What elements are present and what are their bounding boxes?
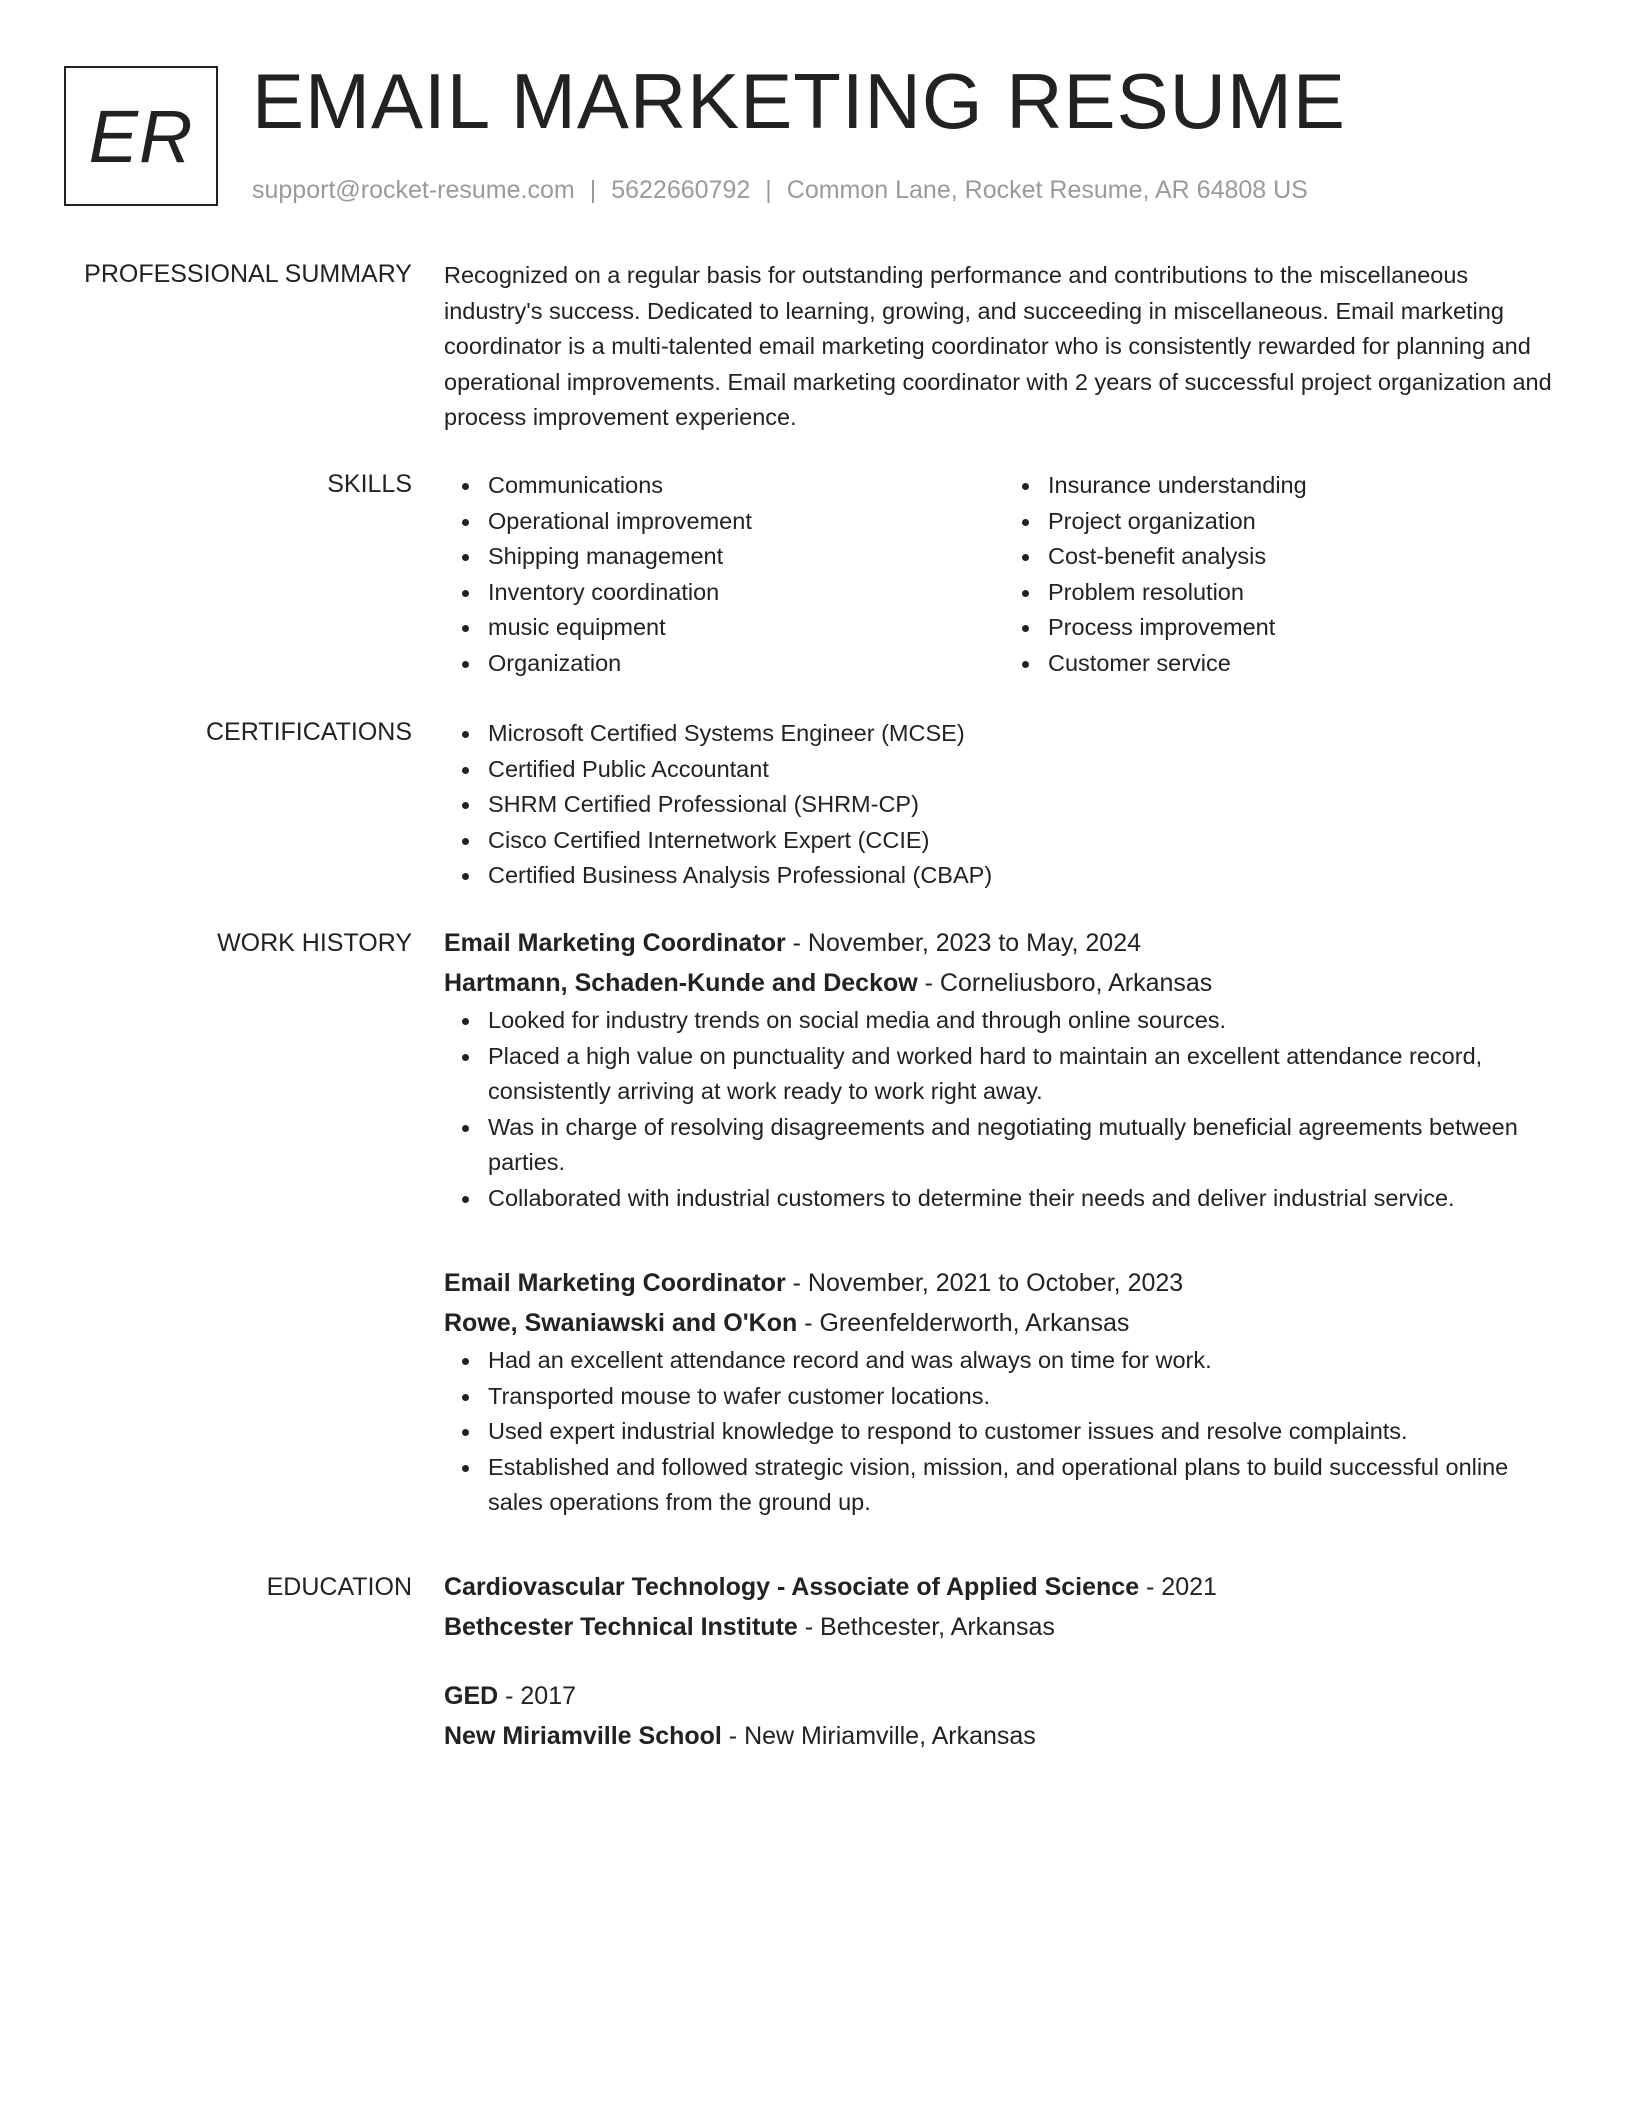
education-school-line [444,1716,1036,1756]
list-item: Cost-benefit analysis [1048,539,1564,575]
job-location: - Corneliusboro, Arkansas [917,969,1213,997]
job-company-line [444,963,1564,1003]
contact-email: support@rocket-resume.com [252,176,575,204]
list-item: Placed a high value on punctuality and worked hard to maintain an excellent attendance record, consistently arriving at work ready to work right away. [488,1039,1564,1110]
list-item: Certified Public Accountant [488,752,1564,788]
section-label-skills: SKILLS [327,470,412,498]
skills-body [444,468,1564,681]
certifications-list [444,716,1564,894]
monogram-logo: ER [64,66,218,206]
list-item: Shipping management [488,539,1004,575]
job-company-line [444,1303,1564,1343]
contact-address: Common Lane, Rocket Resume, AR 64808 US [786,176,1308,204]
resume-title: EMAIL MARKETING RESUME [252,57,1346,145]
list-item: Customer service [1048,646,1564,682]
education-degree-line [444,1567,1564,1607]
job-title-line [444,923,1564,963]
contact-separator: | [765,176,772,204]
summary-body [444,258,1564,436]
job-dates: - November, 2023 to May, 2024 [785,929,1142,957]
skills-grid [444,468,1564,681]
job-entry [444,923,1564,1216]
education-location: - Bethcester, Arkansas [797,1613,1055,1641]
education-school-line [444,1607,1564,1647]
list-item: Was in charge of resolving disagreements and negotiating mutually beneficial agreements between parties. [488,1110,1564,1181]
list-item: Process improvement [1048,610,1564,646]
job-bullets [444,1343,1564,1521]
list-item: Established and followed strategic vision, mission, and operational plans to build successful online sales operations from the ground up. [488,1450,1564,1521]
education-degree: GED [444,1682,499,1710]
education-school: Bethcester Technical Institute [444,1613,798,1641]
list-item: Collaborated with industrial customers to determine their needs and deliver industrial service. [488,1181,1564,1217]
contact-separator: | [589,176,597,204]
education-body [444,1567,1564,1750]
education-degree-line [444,1676,1036,1716]
education-year: - 2021 [1139,1573,1217,1601]
contact-phone: 5622660792 [611,176,751,204]
job-company: Hartmann, Schaden-Kunde and Deckow [444,969,918,997]
education-degree: Cardiovascular Technology - Associate of Applied Science [444,1573,1140,1601]
section-label-education: EDUCATION [266,1573,412,1601]
job-dates: - November, 2021 to October, 2023 [785,1269,1184,1297]
job-title-line [444,1263,1564,1303]
education-entry [444,1567,1564,1647]
job-title: Email Marketing Coordinator [444,1269,786,1297]
list-item: Microsoft Certified Systems Engineer (MCSE) [488,716,1564,752]
summary-text: Recognized on a regular basis for outstanding performance and contributions to the miscellaneous industry's success. Dedicated to learning, growing, and succeeding in miscellaneous. Email marketing coordinator is a multi-talented email marketing coordinator who is consistently rewarded for planning and operational improvements. Email marketing coordinator with 2 years of successful project organization and process improvement experience. [444,262,1552,430]
list-item: music equipment [488,610,1004,646]
job-entry [444,1263,1564,1521]
work-body [444,923,1564,1515]
list-item: Used expert industrial knowledge to respond to customer issues and resolve complaints. [488,1414,1564,1450]
job-title: Email Marketing Coordinator [444,929,786,957]
job-company: Rowe, Swaniawski and O'Kon [444,1309,798,1337]
education-school: New Miriamville School [444,1722,722,1750]
contact-line [252,174,1308,206]
education-year: - 2017 [498,1682,577,1710]
list-item: SHRM Certified Professional (SHRM-CP) [488,787,1564,823]
education-location: - New Miriamville, Arkansas [721,1722,1036,1750]
section-label-certifications: CERTIFICATIONS [205,718,412,746]
section-label-work: WORK HISTORY [217,929,412,957]
list-item: Project organization [1048,504,1564,540]
section-label-summary: PROFESSIONAL SUMMARY [84,260,412,288]
list-item: Looked for industry trends on social media and through online sources. [488,1003,1564,1039]
list-item: Cisco Certified Internetwork Expert (CCIE) [488,823,1564,859]
list-item: Had an excellent attendance record and was always on time for work. [488,1343,1564,1379]
list-item: Inventory coordination [488,575,1004,611]
skills-list-left [444,468,1004,681]
list-item: Insurance understanding [1048,468,1564,504]
list-item: Communications [488,468,1004,504]
job-location: - Greenfelderworth, Arkansas [797,1309,1130,1337]
certifications-body [444,716,1564,894]
education-entry [444,1676,1036,1756]
list-item: Transported mouse to wafer customer locations. [488,1379,1564,1415]
list-item: Operational improvement [488,504,1004,540]
skills-list-right [1004,468,1564,681]
job-bullets [444,1003,1564,1216]
list-item: Problem resolution [1048,575,1564,611]
list-item: Certified Business Analysis Professional (CBAP) [488,858,1564,894]
list-item: Organization [488,646,1004,682]
